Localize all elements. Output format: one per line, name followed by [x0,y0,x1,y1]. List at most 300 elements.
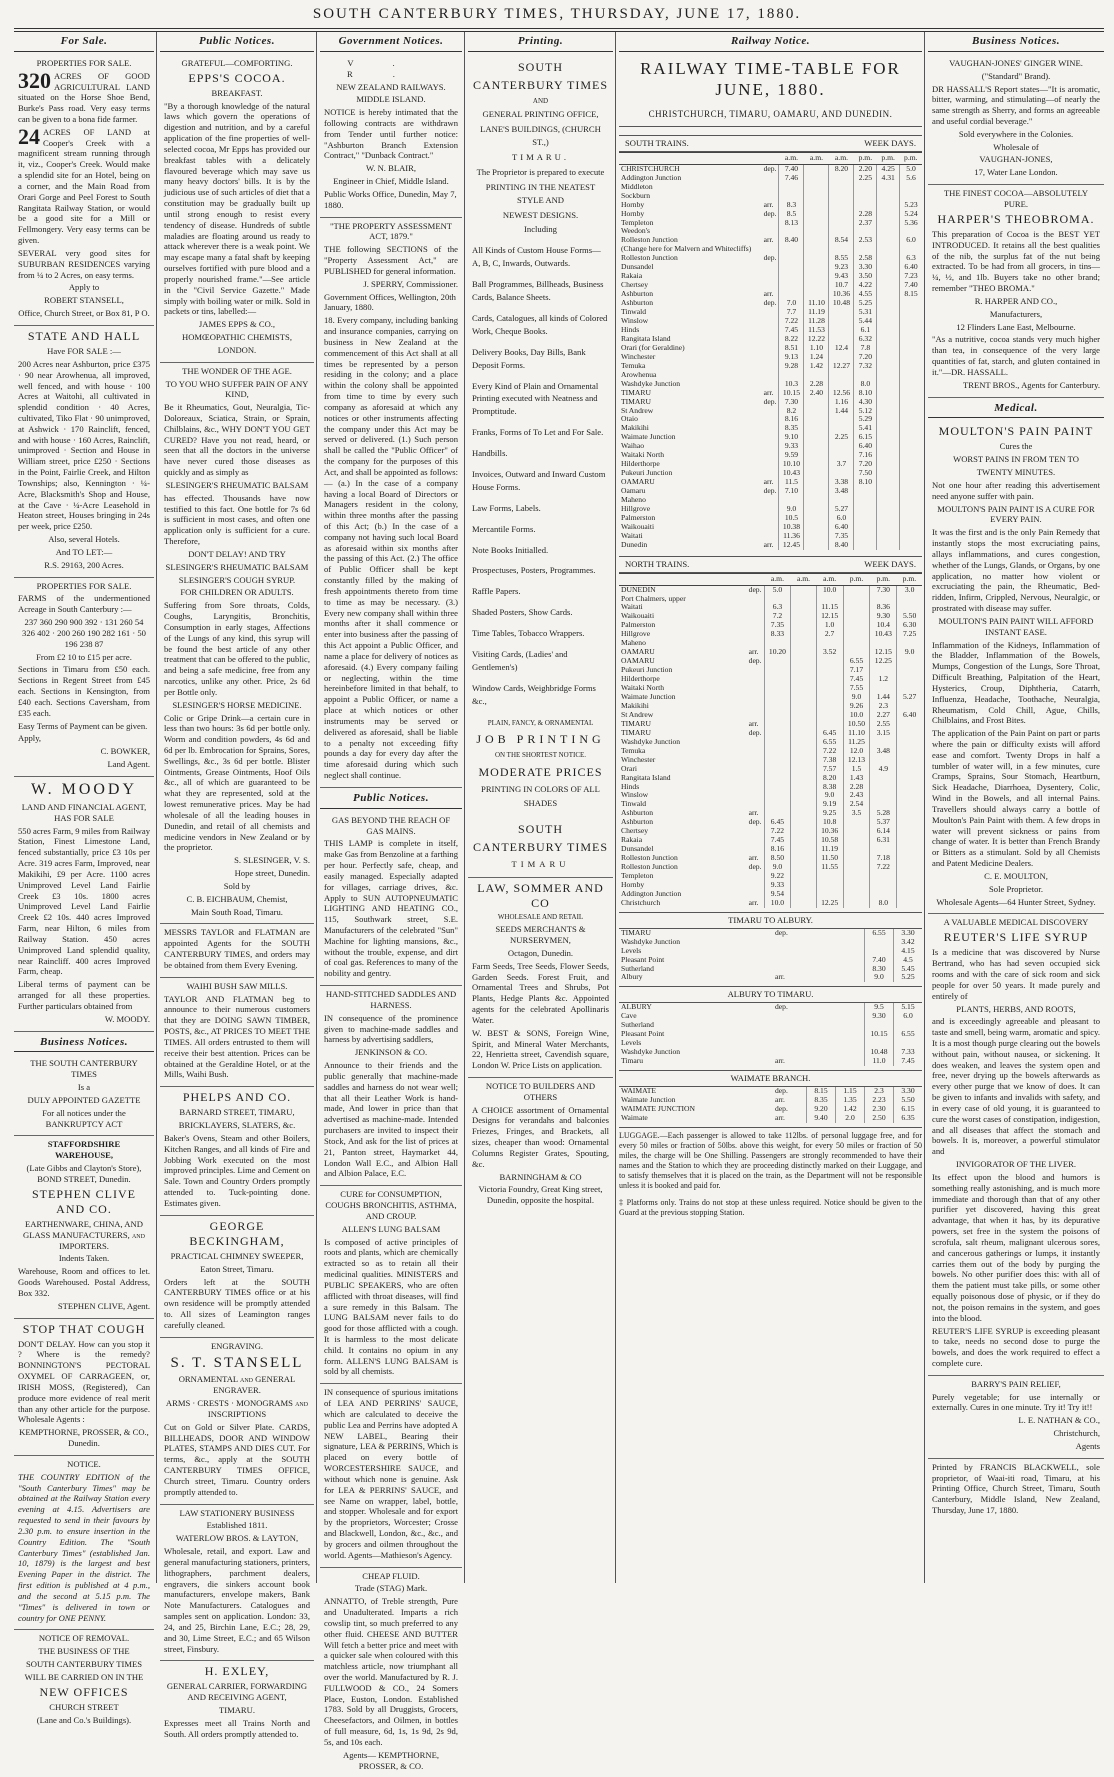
train-time [900,353,922,362]
train-time: 8.40 [779,236,804,245]
station-name: Waikouaiti [621,611,655,621]
ad-subtitle: Established 1811. [206,1520,268,1531]
station-name: Washdyke Junction [621,736,681,746]
train-time [791,774,816,783]
train-time: 8.35 [807,1096,836,1105]
train-time [900,442,922,451]
arr-dep [762,496,779,505]
train-time [829,210,854,219]
train-time [897,729,922,738]
arr-dep: dep. [748,584,762,594]
train-time: 5.27 [829,505,854,514]
ad-text: A CHOICE assortment of Ornamental Designs for verandahs and balconies Friezes, Fringes, and Brackets, all sizes, cheaper than wood: Ornamental Columns Register Grates, Spouting, &c. [472,1104,609,1169]
timetable-title: RAILWAY TIME-TABLE FOR JUNE, 1880. [640,58,901,100]
ad-lung-balsam [320,1186,462,1384]
train-time: 9.23 [829,263,854,272]
train-time [764,675,791,684]
train-time: 8.30 [865,965,894,974]
station-name: Hillgrove [621,629,651,639]
train-time [877,317,900,326]
train-time [791,639,816,648]
ad-agents: KEMPTHORNE, PROSSER, & CO., Dunedin. [19,1427,149,1449]
train-time: 7.45 [779,326,804,335]
ad-text: Cut on Gold or Silver Plate. CARDS, BILLHEADS, DOOR AND WINDOW PLATES, STAMPS AND DIES CUT. For terms, &c., apply at the SOUTH CANTERBURY TIMES OFFICE, Church street, Timaru. Country orders promptly attended to. [164,1421,310,1497]
ad-title: LAW, SOMMER AND CO [477,881,604,911]
train-time: 8.15 [900,290,922,299]
train-time: 7.45 [764,836,791,845]
ad-text: And TO LET:— [55,546,113,557]
section-header: Printing. [468,34,613,52]
ad-text: NOTICE is hereby intimated that the following contracts are withdrawn from Tender until further notice: "Ashburton Branch Extension Contract," "Dunback Contract." [324,107,458,161]
train-time [829,183,854,192]
ad-annatto [320,1568,462,1777]
train-time: 6.35 [894,1114,923,1123]
train-time: 2.3 [865,1087,894,1096]
train-time: 12.4 [829,344,854,353]
ad-moulton [928,421,1104,914]
arr-dep: dep. [763,208,777,218]
arr-dep [747,881,764,890]
column-printing [468,34,613,1583]
train-time [804,227,829,236]
station-name: Pleasant Point [621,954,665,964]
ad-text: Purely vegetable; for use internally or externally. Cures in one minute. Try it! Try it!! [932,1391,1100,1413]
train-time [791,675,816,684]
train-time [843,827,870,836]
ad-title: GAS BEYOND THE REACH OF GAS MAINS. [331,814,451,836]
ad-title: STATE AND HALL [27,328,141,343]
ad-printing-office [468,55,613,878]
ad-beckingham [160,1216,314,1338]
train-time: 1.44 [870,693,897,702]
table-row [619,973,922,982]
train-time [843,881,870,890]
column-divider [316,32,317,1583]
ad-text: MODERATE PRICES [478,764,603,779]
ad-title: NOTICE. [67,1458,101,1469]
list-item: Time Tables, Tobacco Wrappers. [472,628,585,639]
ad-text: Inflammation of the Kidneys, Inflammation of the Bladder, Inflammation of the Bowels, Mumps, Congestion of the Lungs, Sore Throat, Difficult Breathing, Palpitation of the Heart, Hysterics, Croup, Diphtheria, Catarrh, Influenza, Headache, Toothache, Neuralgia, Rheumatism, Cold Chill, Ague, Chills, Chilblains, and Frost Bites. [932,639,1100,726]
ad-text: THE BUSINESS OF THE [38,1646,130,1657]
crest-text: V. R. [347,57,435,79]
station-name: WAIMATE [621,1085,657,1095]
train-time: 12.22 [804,335,829,344]
column-business-medical [928,34,1104,1583]
ad-top: A VALUABLE MEDICAL DISCOVERY [943,917,1089,928]
table-row [619,254,922,263]
train-time [804,487,829,496]
ad-address: LANE'S BUILDINGS, (CHURCH ST.,) [480,124,601,148]
train-time: 2.40 [804,389,829,398]
imprint-text: Printed by FRANCIS BLACKWELL, sole proprietor, of Waai-iti road, Timaru, at his Printing Office, Church Street, Timaru, South Canterbury, Middle Island, New Zealand, Thursday, June 17, 1880. [932,1461,1100,1516]
ad-text: W. BEST & SONS, Foreign Wine, Spirit, and Mineral Water Merchants, 22, Henrietta street, Cavendish square, London W. Price Lists on application. [472,1027,609,1071]
train-time: 6.40 [900,263,922,272]
train-time: 10.48 [829,299,854,308]
arr-dep: arr. [775,972,785,982]
station-name: OAMARU [621,656,655,666]
station-name: Winslow [621,315,649,325]
station-name: Temuka [621,745,646,755]
train-time: 9.33 [764,881,791,890]
station-name: Ashburton [621,808,654,818]
ad-title: BARRY'S PAIN RELIEF, [971,1378,1061,1389]
list-item: Handbills. [472,448,508,459]
column-divider [924,32,925,1583]
train-time: 4.22 [854,281,877,290]
train-time [897,836,922,845]
arr-dep [773,1048,865,1057]
train-time: 12.56 [829,389,854,398]
station-name: Otaio [621,414,638,424]
train-time [804,174,829,183]
ad-name: ALLEN'S LUNG BALSAM [341,1223,441,1234]
station-name: Christchurch [621,897,661,907]
list-item: Ball Programmes, Billheads, Business Cards, Balance Sheets. [472,279,604,303]
arr-dep [747,774,764,783]
station-name: Rolleston Junction [621,235,678,245]
imprint [928,1459,1104,1522]
train-time [900,451,922,460]
train-time: 5.41 [854,424,877,433]
train-time [791,854,816,863]
train-time [804,192,829,201]
train-time: 8.15 [807,1087,836,1096]
train-time [877,344,900,353]
ad-subtitle: PRACTICAL CHIMNEY SWEEPER, [170,1250,304,1261]
ad-builders [468,1078,613,1212]
ad-address: Victoria Foundry, Great King street, Dunedin, opposite the hospital. [478,1184,603,1206]
ad-text: DON'T DELAY! AND TRY [188,548,286,559]
train-time: 4.5 [894,956,923,965]
train-time: 9.5 [865,1003,894,1012]
train-time: 5.24 [900,210,922,219]
table-row [619,1057,922,1066]
train-time [764,720,791,729]
station-name: WAIMATE JUNCTION [621,1103,696,1113]
arr-dep: arr. [748,897,759,907]
train-time [877,398,900,407]
train-time [764,711,791,720]
train-time [900,407,922,416]
ad-gas-lamp [320,812,462,986]
column-header: p.m. [877,152,900,164]
train-time [804,219,829,228]
train-time [854,183,877,192]
train-time [816,666,843,675]
table-row [619,523,922,532]
table-row [619,1030,922,1039]
train-time: 10.15 [779,389,804,398]
train-time [764,765,791,774]
column-divider [464,32,465,1583]
train-time [854,192,877,201]
train-time: 8.36 [870,603,897,612]
ad-title: ENGRAVING. [210,1340,264,1351]
table-row [619,1012,922,1021]
train-time: 9.25 [816,809,843,818]
table-row [619,514,922,523]
train-time: 8.13 [779,219,804,228]
arr-dep [762,174,779,183]
train-time: 5.44 [854,317,877,326]
station-name: Middleton [621,181,653,191]
arr-dep: dep. [763,396,777,406]
table-row [619,183,922,192]
ad-epps-cocoa [160,55,314,363]
ad-waihi-saw-mills [160,978,314,1087]
train-time [877,272,900,281]
train-time [791,899,816,908]
train-time: 2.23 [865,1096,894,1105]
train-time [854,505,877,514]
train-time [843,899,870,908]
ad-address: BARNARD STREET, TIMARU, [179,1107,295,1118]
arr-dep [747,603,764,612]
train-time [877,227,900,236]
train-time [877,353,900,362]
list-item: Note Books Initialled. [472,544,549,555]
train-time: 8.16 [764,845,791,854]
train-time [877,523,900,532]
ad-title: SOUTH CANTERBURY TIMES [472,59,608,92]
station-name: Sutherland [621,1020,654,1030]
arr-dep [773,956,865,965]
station-name: Rangitata Island [621,333,671,343]
train-time: 7.40 [779,164,804,173]
list-item: Every Kind of Plain and Ornamental Printing executed with Neatness and Promptitude. [472,380,599,417]
ad-signature: S. SLESINGER, V. S. [234,855,310,866]
arr-dep [747,630,764,639]
train-time: 9.40 [807,1114,836,1123]
train-time [804,407,829,416]
train-time [764,702,791,711]
train-time: 7.40 [900,281,922,290]
ad-text: Sold by [223,880,251,891]
train-time [877,290,900,299]
train-time: 6.0 [894,1012,923,1021]
train-time: 6.55 [843,657,870,666]
ad-text: Is a [77,1082,91,1093]
ad-text: Indents Taken. [58,1253,110,1264]
ad-agents: Wholesale Agents—64 Hunter Street, Sydney. [936,896,1096,907]
ad-text: IN consequence of spurious imitations of LEA AND PERRINS' SAUCE, which are calculated to deceive the public Lea and Perrins have adopted A NEW LABEL, Bearing their signature, LEA & PERRINS, Which is placed on every bottle of WORCESTERSHIRE SAUCE, and without which none is genuine. Ask for LEA & PERRINS' SAUCE, and see Name on wrapper, label, bottle, and stopper. Wholesale and for export by the proprietors, Worcester; Crosse and Blackwell, London, &c., &c., and by grocers and oilmen throughout the world. Agents—Mathieson's Agency. [324,1387,458,1560]
ad-text: NEW OFFICES [39,1684,129,1699]
train-time [900,362,922,371]
station-name: Tinwald [621,799,647,809]
station-name: Arowhenua [621,369,657,379]
station-name: Sockburn [621,190,651,200]
train-time [877,514,900,523]
train-time: 2.28 [854,210,877,219]
station-name: Winchester [621,351,656,361]
train-time [900,371,922,380]
train-time: 2.3 [870,702,897,711]
ad-subtitle: WHOLESALE AND RETAIL [497,913,584,922]
train-time [791,648,816,657]
train-time [897,845,922,854]
ad-taylor-agents [160,924,314,977]
station-name: Dunsandel [621,262,654,272]
train-time: 1.10 [804,344,829,353]
train-time [804,236,829,245]
train-time [829,317,854,326]
train-time: 6.15 [854,433,877,442]
train-time [804,210,829,219]
train-time: 11.28 [804,317,829,326]
arr-dep [762,272,779,281]
train-time: 4.15 [894,947,923,956]
train-time [877,424,900,433]
ad-acreage-grid: 237 360 290 900 392 · 131 260 54 326 402 · 200 260 190 282 161 · 50 196 238 87 [22,617,146,649]
arr-dep: dep. [748,862,762,872]
arr-dep [762,183,779,192]
train-time: 7.30 [870,585,897,594]
train-time [791,827,816,836]
ad-name: C. B. EICHBAUM, Chemist, [186,893,288,904]
train-time [791,666,816,675]
train-time: 5.23 [900,201,922,210]
train-time [791,657,816,666]
train-time [854,514,877,523]
train-time [877,236,900,245]
arr-dep: arr. [763,539,774,549]
ad-state-and-hall [14,326,154,578]
station-name: Washdyke Junction [621,378,681,388]
ad-address: 17, Water Lane London. [974,167,1058,178]
ad-text: WILL BE CARRIED ON IN THE [24,1671,144,1682]
arr-dep [773,938,865,947]
train-time [877,299,900,308]
ad-text: DULY APPOINTED GAZETTE [27,1094,141,1105]
ad-notice [14,1456,154,1630]
column-divider [156,32,157,1583]
train-time: 5.15 [894,1003,923,1012]
train-time [897,899,922,908]
train-time: 12.0 [843,747,870,756]
train-time [816,702,843,711]
arr-dep [773,1021,865,1030]
table-row [619,210,922,219]
column-header: a.m. [779,152,804,164]
train-time: 6.0 [829,514,854,523]
station-name: Hilderthorpe [621,674,660,684]
station-name: Winslow [621,790,649,800]
table-row [619,505,922,514]
train-time: 10.10 [779,460,804,469]
train-time: 5.50 [897,612,922,621]
train-time [843,818,870,827]
station-name: Chertsey [621,280,648,290]
arr-dep [773,1030,865,1039]
train-time [804,532,829,541]
station-name: Waikouaiti [621,521,655,531]
train-time: 12.15 [870,648,897,657]
train-time: 2.25 [854,174,877,183]
train-time [897,890,922,899]
train-time: 7.22 [816,747,843,756]
ad-text: has effected. Thousands have now testified to this fact. One bottle for 7s 6d is sufficient in most cases, and often one application only is sufficient for a cure. Therefore, [164,492,310,547]
ad-title: NOTICE TO BUILDERS AND OTHERS [485,1081,596,1102]
train-time [877,201,900,210]
train-time [791,684,816,693]
train-time: 10.15 [865,1030,894,1039]
train-time [897,675,922,684]
ad-text: NEWEST DESIGNS. [502,209,579,220]
section-header: Medical. [928,401,1104,419]
train-time: 5.50 [894,1096,923,1105]
arr-dep [762,344,779,353]
ad-waterlow [160,1505,314,1662]
station-name: Pukeuri Junction [621,665,673,675]
train-time: 1.2 [870,675,897,684]
train-time: 10.3 [779,380,804,389]
section-label: ALBURY TO TIMARU. [727,989,814,1000]
arr-dep [747,827,764,836]
train-time: 9.0 [865,973,894,982]
ad-text: For all notices under the BANKRUPTCY ACT [42,1107,126,1129]
ad-signature: C. E. MOULTON, [984,870,1048,881]
arr-dep [762,317,779,326]
train-time [900,460,922,469]
train-time: 2.7 [816,630,843,639]
list-item: Window Cards, Weighbridge Forms &c., [472,682,596,706]
ad-number: 320 [18,67,51,93]
ad-subtitle: GENERAL CARRIER, FORWARDING AND RECEIVING AGENT, [166,1681,308,1703]
ad-name: WATERLOW BROS. & LAYTON, [175,1533,299,1544]
ad-text: WORST PAINS IN FROM TEN TO [953,454,1079,465]
ad-text: ANNATTO, of Treble strength, Pure and Unadulterated. Imparts a rich cowslip tint, so much preferred to any other fluid. CHEESE AND BUTTER Will fetch a better price and meet with a quicker sale when coloured with this matchless article, now triumphant all over the world. Manufactured by R. J. FULLWOOD & CO., 24 Somers Place, Euston, London. Established 1783. Sold by all Druggists, Grocers, Cheesefactors, and Oilmen, in bottles of full measure, 6d, 1s, 1s 9d, 2s 9d, 5s, and 10s each. [324,1596,458,1747]
ad-reuters-life-syrup [928,914,1104,1375]
train-time: 3.7 [829,460,854,469]
station-name: Makikihi [621,700,649,710]
train-time: 10.20 [764,648,791,657]
train-time [804,201,829,210]
train-time [779,272,804,281]
train-time [897,854,922,863]
train-time [843,845,870,854]
arr-dep [747,702,764,711]
train-time [843,621,870,630]
train-time [900,299,922,308]
train-time: 7.23 [900,272,922,281]
train-time [764,756,791,765]
train-time: 5.0 [764,585,791,594]
table-row [619,1114,922,1123]
station-name: Hornby [621,880,645,889]
ad-text: SOUTH CANTERBURY TIMES [472,822,608,855]
train-time [877,219,900,228]
train-time [900,335,922,344]
table-row [619,899,922,908]
ad-text: Be it Rheumatics, Gout, Neuralgia, Tic-Doloreaux, Sciatica, Strain, or Sprain, Chilblains, &c., WHY DON'T YOU GET CURED? Have you not read, heard, or seen that all the doctors in the universe have never cured those diseases as quickly and as simply as [164,402,310,478]
arr-dep [762,407,779,416]
train-time [779,254,804,263]
train-time [791,881,816,890]
train-time [804,514,829,523]
train-time: 7.45 [894,1057,923,1066]
train-time: 10.43 [870,630,897,639]
column-header: a.m. [764,573,791,585]
train-time [870,774,897,783]
list-item: All Kinds of Custom House Forms—A, B, C, Inwards, Outwards. [472,245,601,269]
train-time: 3.38 [829,478,854,487]
list-item: Raffle Papers. [472,586,521,597]
station-name: Templeton [621,217,654,227]
ad-ginger-wine [928,55,1104,185]
train-time: 9.0 [816,791,843,800]
train-time [897,666,922,675]
train-time: 7.22 [764,827,791,836]
